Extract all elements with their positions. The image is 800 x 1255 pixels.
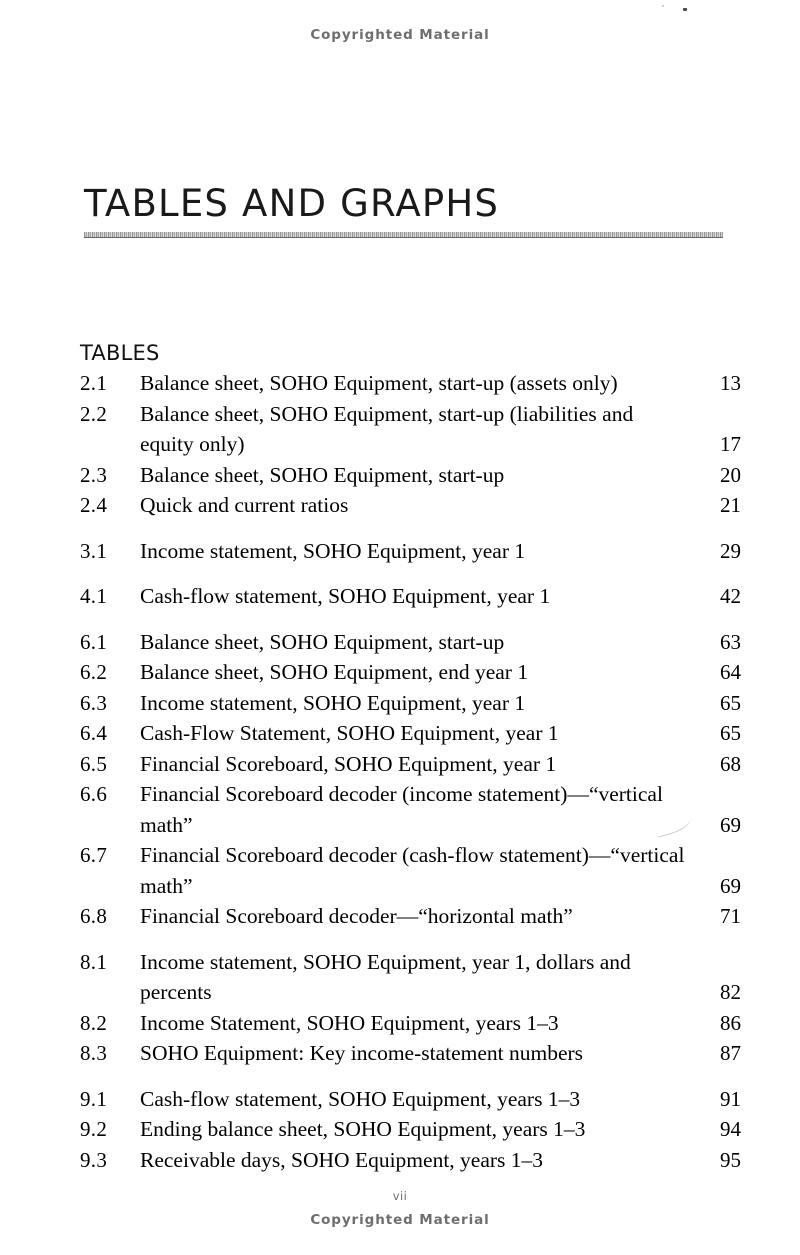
scan-speck	[683, 8, 687, 11]
toc-entry-page-number: 65	[720, 721, 741, 745]
title-rule	[84, 232, 723, 238]
toc-entry[interactable]	[80, 490, 742, 521]
toc-entry[interactable]	[80, 460, 742, 491]
toc-entry[interactable]	[80, 536, 742, 567]
toc-entry-number: 6.8	[80, 904, 108, 928]
table-of-contents-list	[80, 368, 742, 1175]
toc-entry[interactable]	[80, 749, 742, 780]
toc-entry-page-number: 86	[720, 1010, 741, 1035]
toc-group	[80, 947, 742, 1069]
toc-entry[interactable]	[80, 657, 742, 688]
toc-entry-number: 6.6	[80, 782, 108, 806]
toc-entry-title: Receivable days, SOHO Equipment, years 1–3	[140, 1147, 544, 1172]
toc-entry-page-number: 64	[720, 660, 741, 684]
toc-entry[interactable]	[80, 627, 742, 658]
toc-entry-number: 6.7	[80, 843, 108, 867]
toc-entry-title: Balance sheet, SOHO Equipment, end year 1	[140, 660, 529, 684]
toc-group	[80, 536, 742, 567]
toc-entry-page-number: 13	[720, 371, 741, 395]
toc-entry-number: 8.3	[80, 1041, 108, 1065]
toc-entry-title: Income Statement, SOHO Equipment, years 1–3	[140, 1010, 559, 1035]
toc-entry[interactable]	[80, 1038, 742, 1069]
toc-entry-number: 8.1	[80, 949, 108, 974]
toc-entry-title: Cash-flow statement, SOHO Equipment, years 1–3	[140, 1086, 581, 1111]
toc-entry[interactable]	[80, 399, 742, 460]
toc-group	[80, 581, 742, 612]
toc-entry-page-number: 69	[720, 873, 741, 898]
toc-entry-title: Income statement, SOHO Equipment, year 1	[140, 538, 526, 563]
toc-entry-number: 6.3	[80, 690, 108, 715]
toc-entry-number: 2.2	[80, 401, 108, 426]
toc-entry-title: Cash-Flow Statement, SOHO Equipment, year 1	[140, 721, 559, 745]
section-heading-tables: TABLES	[80, 341, 160, 365]
toc-entry-page-number: 94	[720, 1117, 741, 1141]
toc-entry-number: 2.1	[80, 371, 108, 395]
toc-entry-title: Income statement, SOHO Equipment, year 1, dollars and percents	[140, 949, 631, 1004]
toc-entry[interactable]	[80, 368, 742, 399]
copyright-watermark-top: Copyrighted Material	[310, 27, 490, 43]
toc-entry-title: SOHO Equipment: Key income-statement numbers	[140, 1041, 584, 1065]
toc-entry-number: 2.3	[80, 462, 108, 487]
toc-group	[80, 1084, 742, 1176]
toc-entry-title: Income statement, SOHO Equipment, year 1	[140, 690, 526, 715]
toc-entry-number: 9.3	[80, 1147, 108, 1172]
toc-entry-page-number: 17	[720, 432, 741, 456]
toc-entry[interactable]	[80, 688, 742, 719]
toc-entry-number: 9.2	[80, 1117, 108, 1141]
toc-entry-page-number: 82	[720, 980, 741, 1004]
toc-entry-title: Ending balance sheet, SOHO Equipment, years 1–3	[140, 1117, 586, 1141]
toc-entry-number: 6.5	[80, 751, 108, 776]
toc-entry-number: 9.1	[80, 1086, 108, 1111]
toc-entry-page-number: 68	[720, 751, 741, 776]
toc-entry-page-number: 87	[720, 1041, 741, 1065]
toc-entry-number: 6.1	[80, 629, 108, 654]
toc-entry-page-number: 42	[720, 584, 741, 608]
page-title-block	[84, 182, 724, 238]
toc-entry[interactable]	[80, 840, 742, 901]
toc-entry[interactable]	[80, 947, 742, 1008]
toc-entry-title: Financial Scoreboard decoder—“horizontal math”	[140, 904, 573, 928]
page-title: TABLES AND GRAPHS	[84, 182, 500, 225]
toc-entry-page-number: 69	[720, 812, 741, 837]
toc-entry[interactable]	[80, 1008, 742, 1039]
toc-entry-page-number: 91	[720, 1086, 741, 1111]
toc-entry-number: 8.2	[80, 1010, 108, 1035]
toc-entry-title: Financial Scoreboard, SOHO Equipment, year 1	[140, 751, 557, 776]
toc-entry-title: Quick and current ratios	[140, 493, 349, 517]
toc-entry-title: Financial Scoreboard decoder (cash-flow statement)—“vertical math”	[140, 843, 685, 898]
toc-entry[interactable]	[80, 901, 742, 932]
toc-entry-page-number: 63	[720, 629, 741, 654]
copyright-watermark-bottom: Copyrighted Material	[310, 1212, 490, 1228]
toc-entry-number: 6.4	[80, 721, 108, 745]
toc-entry-title: Balance sheet, SOHO Equipment, start-up	[140, 629, 505, 654]
toc-entry[interactable]	[80, 1114, 742, 1145]
toc-entry[interactable]	[80, 718, 742, 749]
toc-entry[interactable]	[80, 581, 742, 612]
toc-entry-number: 2.4	[80, 493, 108, 517]
toc-entry-title: Balance sheet, SOHO Equipment, start-up (assets only)	[140, 371, 618, 395]
folio-page-number: vii	[392, 1189, 408, 1203]
toc-entry[interactable]	[80, 1145, 742, 1176]
toc-entry-title: Balance sheet, SOHO Equipment, start-up (liabilities and equity only)	[140, 401, 634, 456]
toc-entry-page-number: 71	[720, 904, 741, 928]
toc-entry-number: 6.2	[80, 660, 108, 684]
toc-entry-number: 3.1	[80, 538, 108, 563]
toc-entry-number: 4.1	[80, 584, 108, 608]
toc-entry[interactable]	[80, 779, 742, 840]
toc-entry-title: Financial Scoreboard decoder (income statement)—“vertical math”	[140, 782, 663, 837]
toc-entry-page-number: 95	[720, 1147, 741, 1172]
toc-entry-page-number: 65	[720, 690, 741, 715]
toc-entry-page-number: 20	[720, 462, 741, 487]
toc-entry-page-number: 21	[720, 493, 741, 517]
toc-entry-title: Cash-flow statement, SOHO Equipment, year 1	[140, 584, 551, 608]
toc-group	[80, 627, 742, 932]
toc-entry-page-number: 29	[720, 538, 741, 563]
toc-group	[80, 368, 742, 521]
toc-entry-title: Balance sheet, SOHO Equipment, start-up	[140, 462, 505, 487]
scan-speck-small	[662, 5, 664, 7]
toc-entry[interactable]	[80, 1084, 742, 1115]
